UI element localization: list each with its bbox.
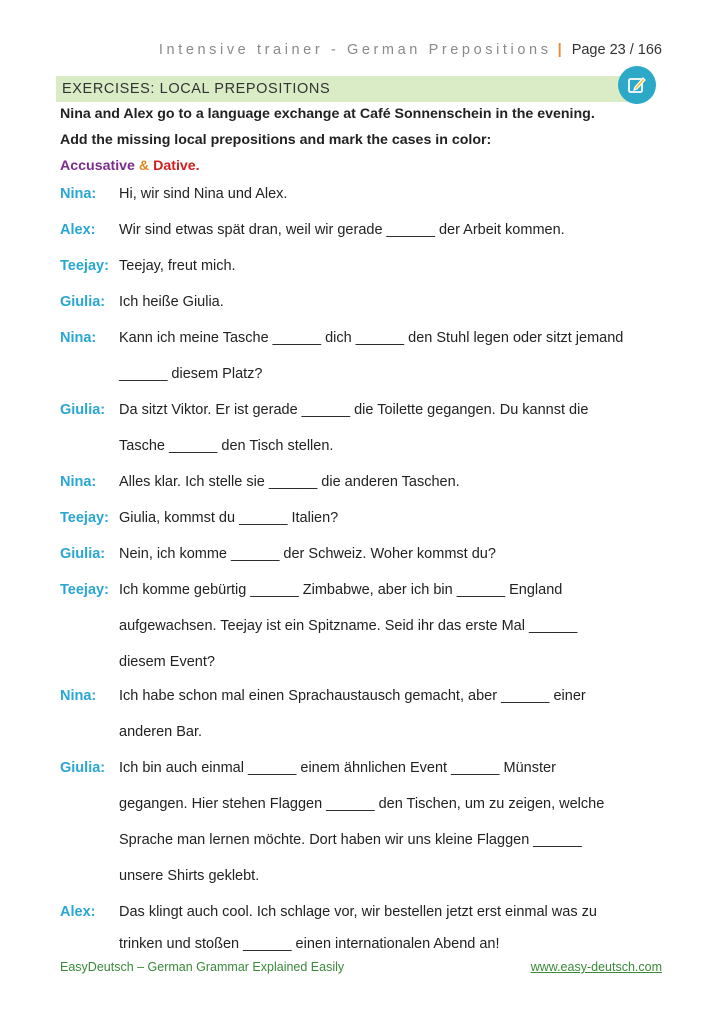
speaker-label: Giulia: [60, 294, 106, 310]
speaker-label: Alex: [60, 904, 96, 920]
speaker-label: Nina: [60, 474, 97, 490]
page-header [159, 42, 662, 58]
dialogue-text: Nein, ich komme ______ der Schweiz. Woher kommst du? [119, 546, 496, 562]
dialogue-text: aufgewachsen. Teejay ist ein Spitzname. Seid ihr das erste Mal ______ [119, 618, 578, 634]
intro-line-1: Nina and Alex go to a language exchange at Café Sonnenschein in the evening. [60, 106, 595, 122]
speaker-label: Giulia: [60, 546, 106, 562]
dialogue-text: trinken und stoßen ______ einen internationalen Abend an! [119, 936, 500, 952]
dialogue-text: anderen Bar. [119, 724, 203, 740]
dialogue-text: Giulia, kommst du ______ Italien? [119, 510, 339, 526]
dialogue-text: Das klingt auch cool. Ich schlage vor, wir bestellen jetzt erst einmal was zu [119, 904, 597, 920]
dialogue-text: gegangen. Hier stehen Flaggen ______ den Tischen, um zu zeigen, welche [119, 796, 605, 812]
speaker-label: Giulia: [60, 402, 106, 418]
dialogue-text: Hi, wir sind Nina und Alex. [119, 186, 288, 202]
dialogue-text: Tasche ______ den Tisch stellen. [119, 438, 334, 454]
legend-period: . [195, 158, 200, 174]
speaker-label: Alex: [60, 222, 96, 238]
speaker-label: Nina: [60, 186, 97, 202]
speaker-label: Giulia: [60, 760, 106, 776]
pencil-edit-icon [618, 66, 656, 104]
header-separator: | [557, 42, 562, 58]
dialogue-text: diesem Event? [119, 654, 215, 670]
dialogue-text: Teejay, freut mich. [119, 258, 236, 274]
dialogue-text: Wir sind etwas spät dran, weil wir gerade ______ der Arbeit kommen. [119, 222, 565, 238]
footer-left: EasyDeutsch – German Grammar Explained Easily [60, 960, 345, 974]
accusative-label: Accusative [60, 158, 135, 174]
dialogue-text: Alles klar. Ich stelle sie ______ die anderen Taschen. [119, 474, 460, 490]
speaker-label: Nina: [60, 688, 97, 704]
dialogue-text: Sprache man lernen möchte. Dort haben wir uns kleine Flaggen ______ [119, 832, 582, 848]
dialogue-text: Ich heiße Giulia. [119, 294, 224, 310]
speaker-label: Teejay: [60, 258, 109, 274]
exercise-banner [56, 76, 636, 102]
ampersand: & [138, 158, 150, 174]
speaker-label: Teejay: [60, 510, 109, 526]
footer-website-link[interactable]: www.easy-deutsch.com [530, 960, 662, 974]
speaker-label: Teejay: [60, 582, 109, 598]
page-number: Page 23 / 166 [571, 42, 662, 58]
banner-label: EXERCISES: LOCAL PREPOSITIONS [62, 81, 331, 97]
intro-line-2: Add the missing local prepositions and mark the cases in color: [60, 132, 492, 148]
dialogue-text: unsere Shirts geklebt. [119, 868, 260, 884]
dative-label: Dative [153, 158, 196, 174]
dialogue-text: Da sitzt Viktor. Er ist gerade ______ die Toilette gegangen. Du kannst die [119, 402, 589, 418]
speaker-label: Nina: [60, 330, 97, 346]
document-title: Intensive trainer - German Prepositions [158, 42, 552, 58]
dialogue-text: Kann ich meine Tasche ______ dich ______ den Stuhl legen oder sitzt jemand [119, 330, 624, 346]
dialogue-text: Ich komme gebürtig ______ Zimbabwe, aber ich bin ______ England [119, 582, 563, 598]
dialogue-text: Ich habe schon mal einen Sprachaustausch gemacht, aber ______ einer [119, 688, 586, 704]
dialogue-text: Ich bin auch einmal ______ einem ähnlichen Event ______ Münster [119, 760, 556, 776]
dialogue-text: ______ diesem Platz? [119, 366, 263, 382]
case-legend [60, 158, 200, 174]
